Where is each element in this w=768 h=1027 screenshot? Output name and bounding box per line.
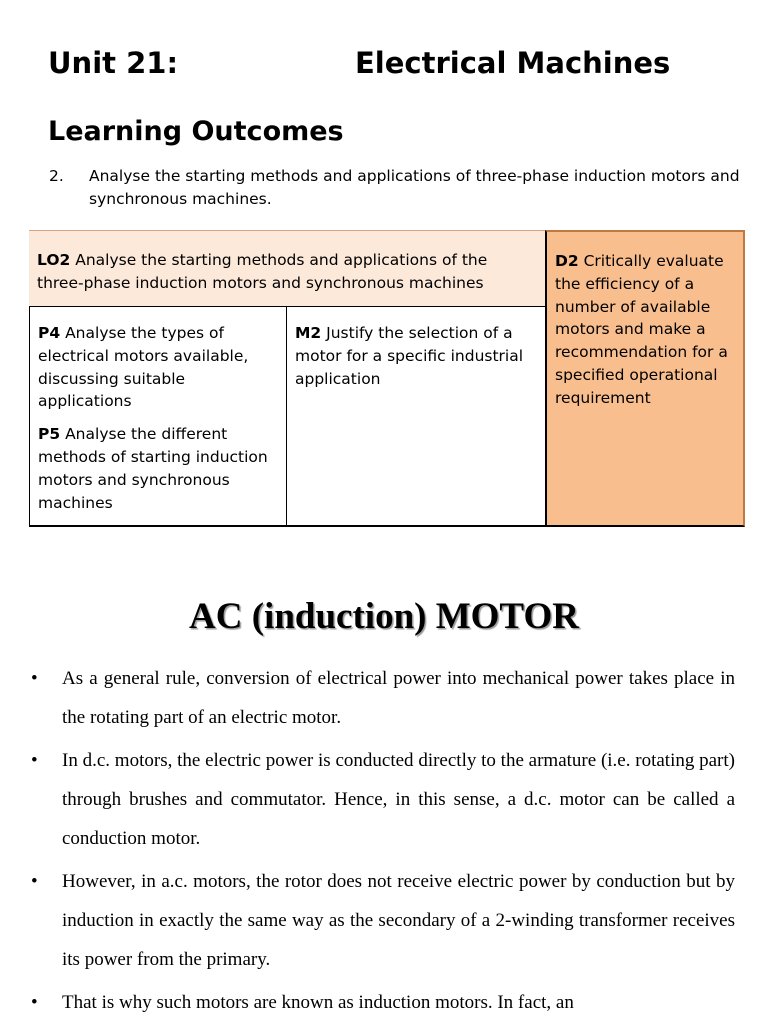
bullet-marker: • <box>31 870 38 892</box>
learning-outcomes-heading: Learning Outcomes <box>48 116 344 147</box>
learning-outcome-text: Analyse the starting methods and applications of three-phase induction motors and synchronous machines. <box>89 167 740 208</box>
m2-code: M2 <box>295 324 322 342</box>
bullet-text: That is why such motors are known as induction motors. In fact, an <box>62 991 574 1013</box>
p4-code: P4 <box>38 324 61 342</box>
bullet-text: As a general rule, conversion of electrical power into mechanical power takes place in the rotating part of an electric motor. <box>62 668 735 728</box>
bullet-marker: • <box>31 991 38 1013</box>
list-item <box>31 742 735 858</box>
p4-text: Analyse the types of electrical motors available, discussing suitable applications <box>38 324 249 411</box>
unit-name: Electrical Machines <box>355 46 671 80</box>
section-heading: AC (induction) MOTOR <box>189 596 579 637</box>
d2-text: Critically evaluate the efficiency of a number of available motors and make a recommendation for a specified operational requirement <box>555 252 728 407</box>
list-item <box>31 660 735 738</box>
unit-number: Unit 21: <box>48 46 179 80</box>
lo2-text: Analyse the starting methods and applications of the three-phase induction motors and synchronous machines <box>37 251 488 292</box>
bullet-text: However, in a.c. motors, the rotor does not receive electric power by conduction but by induction in exactly the same way as the secondary of a 2-winding transformer receives its power from the primary. <box>62 870 735 970</box>
bullet-marker: • <box>31 668 38 689</box>
lo2-cell <box>29 230 545 307</box>
bullet-marker: • <box>31 750 38 772</box>
p5-criterion <box>38 423 278 514</box>
distinction-criteria-cell <box>545 230 745 527</box>
bullet-list <box>31 660 735 1027</box>
list-item <box>31 984 735 1023</box>
merit-criteria-cell <box>287 307 545 527</box>
criteria-table <box>29 230 745 527</box>
unit-title <box>48 46 708 86</box>
p4-criterion <box>38 322 278 413</box>
p5-code: P5 <box>38 425 61 444</box>
m2-text: Justify the selection of a motor for a specific industrial application <box>295 324 524 388</box>
bullet-text: In d.c. motors, the electric power is conducted directly to the armature (i.e. rotating part) through brushes and commutator. Hence, in this sense, a d.c. motor can be called a conduction motor. <box>62 750 735 849</box>
list-item <box>31 863 735 979</box>
lo2-code: LO2 <box>37 251 71 269</box>
learning-outcome-number: 2. <box>49 167 64 185</box>
p5-text: Analyse the different methods of starting induction motors and synchronous machines <box>38 425 268 512</box>
pass-criteria-cell <box>29 307 287 527</box>
d2-code: D2 <box>555 252 579 270</box>
